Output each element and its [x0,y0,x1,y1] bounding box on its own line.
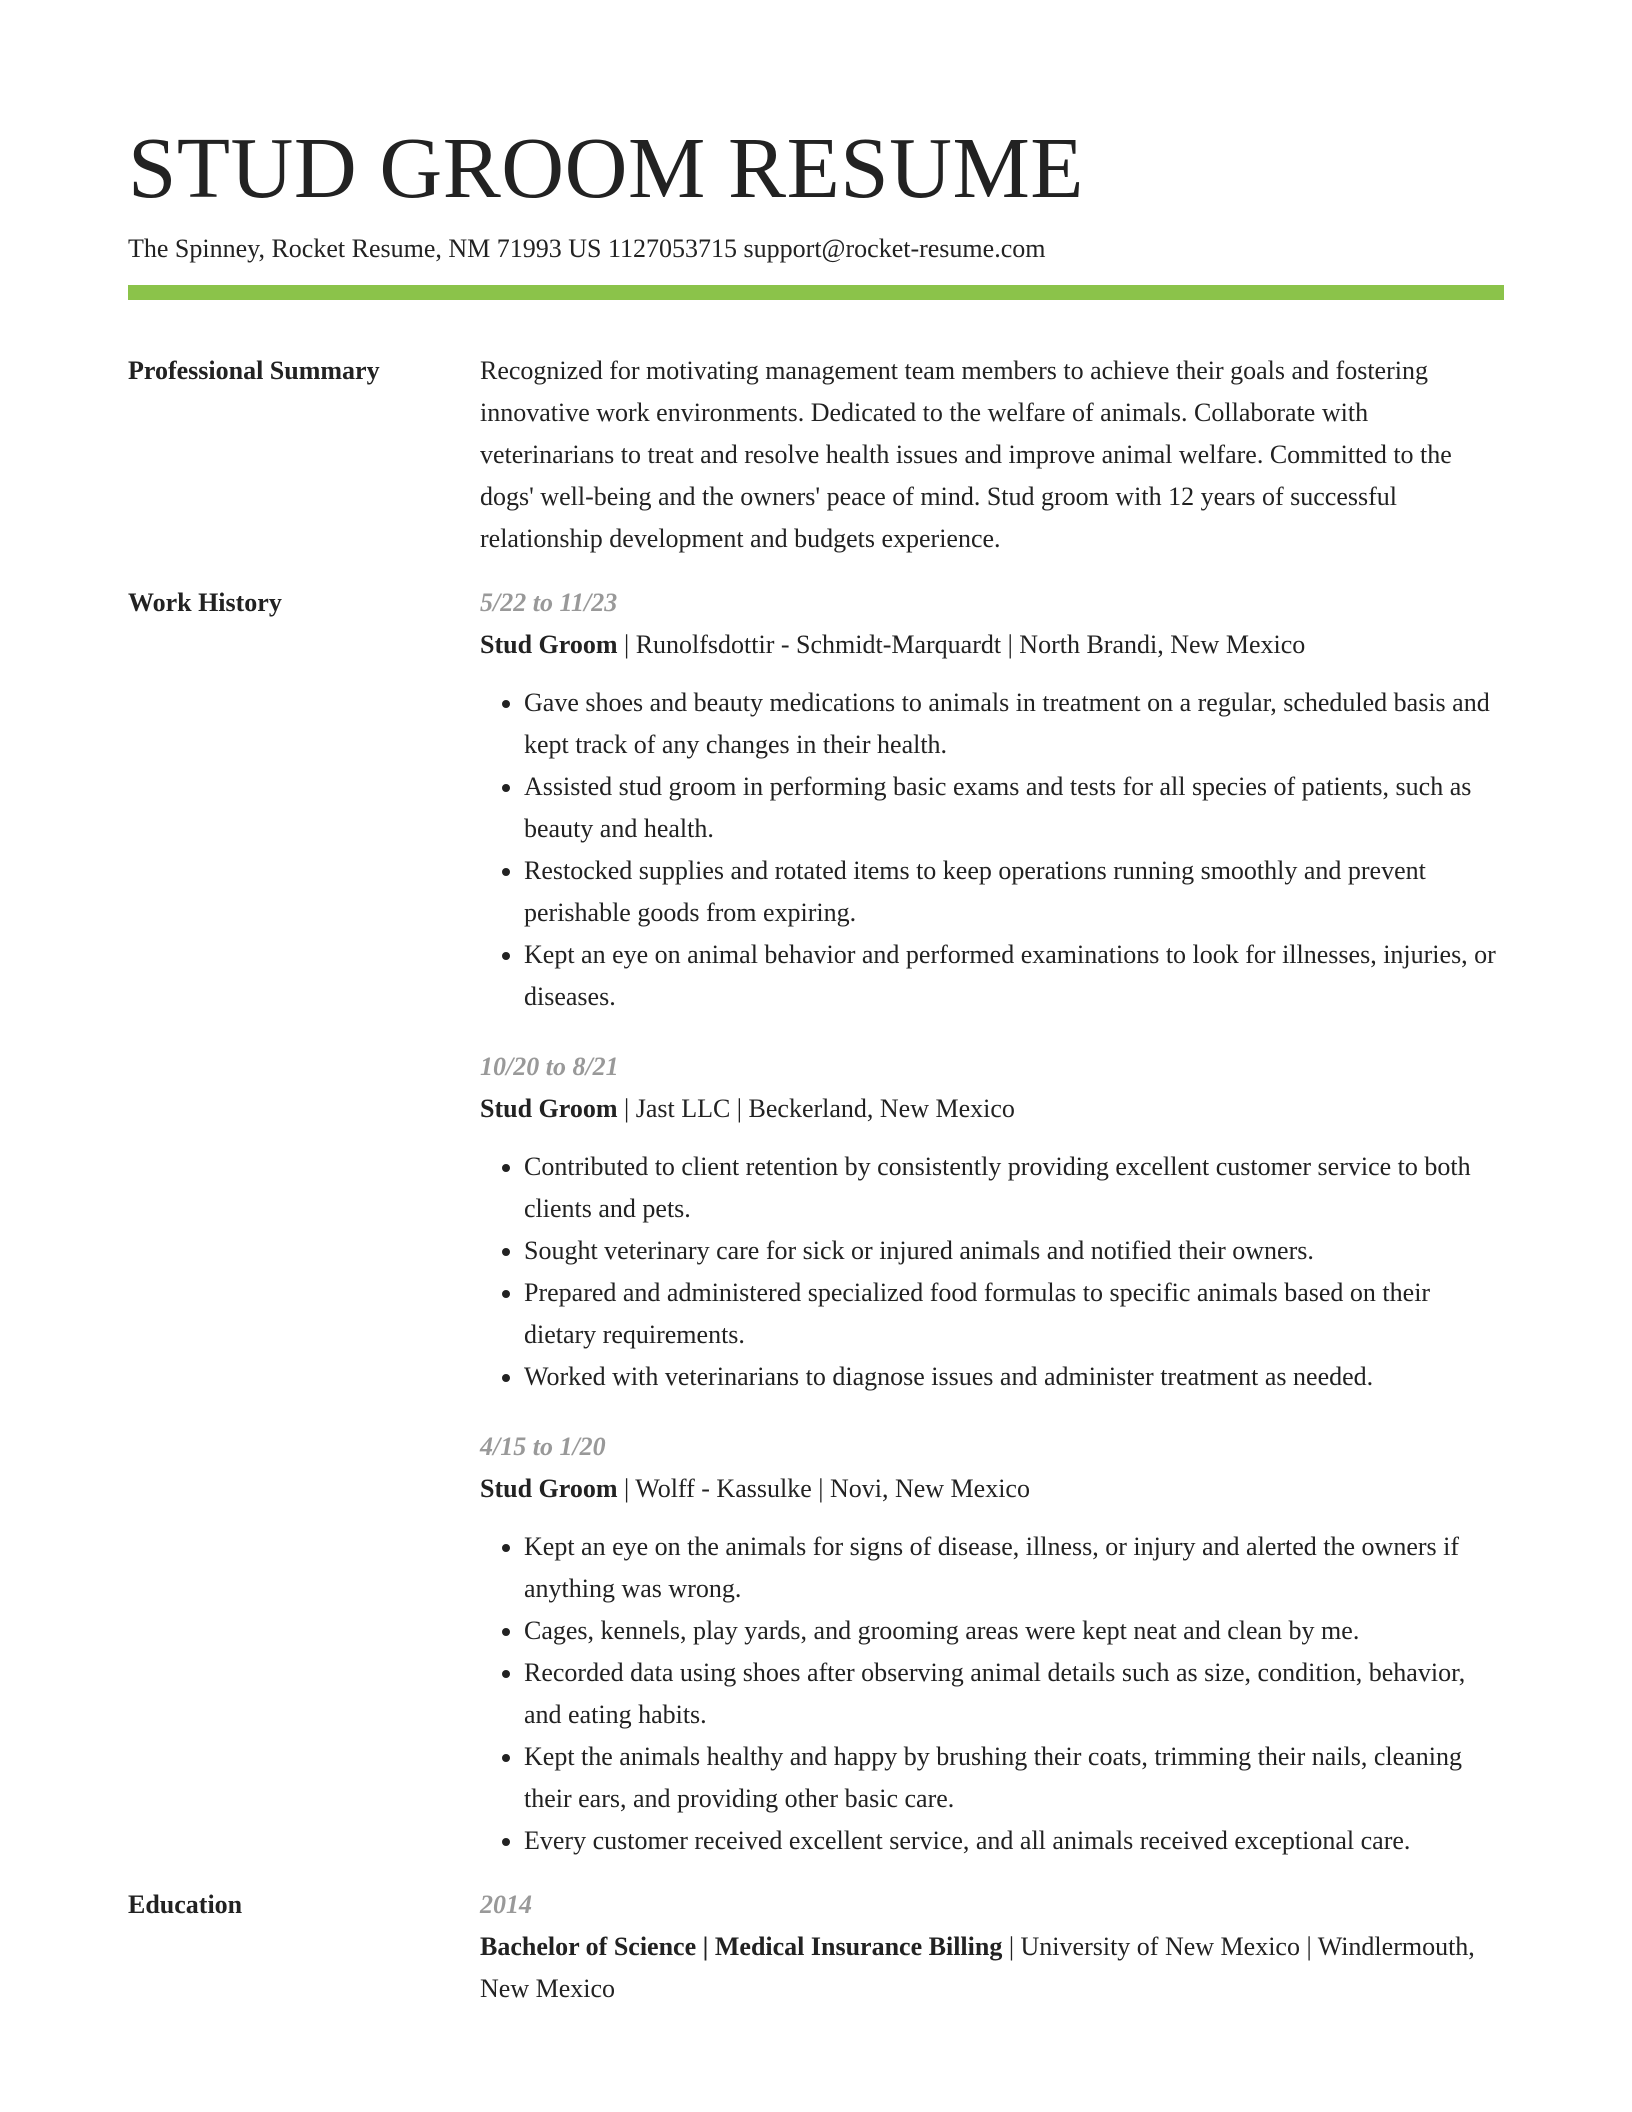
resume-sections [128,350,1504,2032]
contact-phone: 1127053715 [608,234,738,263]
work-history-section [128,582,1504,1862]
job-header [480,1088,1504,1130]
job-bullets [480,682,1504,1018]
contact-email[interactable]: support@rocket-resume.com [743,234,1046,263]
summary-section [128,350,1504,560]
job-dates: 4/15 to 1/20 [480,1432,606,1461]
education-body [480,1884,1504,2010]
job-bullet: • Assisted stud groom in performing basic exams and tests for all species of patients, such as beauty and health. [524,766,1504,850]
job-bullet: • Kept the animals healthy and happy by brushing their coats, trimming their nails, cleaning their ears, and providing other basic care. [524,1736,1504,1820]
job-header [480,1468,1504,1510]
job-dates: 5/22 to 11/23 [480,588,618,617]
work-history-body [480,582,1504,1862]
job-bullet: • Recorded data using shoes after observing animal details such as size, condition, behavior, and eating habits. [524,1652,1504,1736]
job-title: Stud Groom [480,630,618,659]
job-bullet: • Prepared and administered specialized food formulas to specific animals based on their dietary requirements. [524,1272,1504,1356]
job-bullet: • Cages, kennels, play yards, and grooming areas were kept neat and clean by me. [524,1610,1504,1652]
education-details: | University of New Mexico | Windlermouth, New Mexico [480,1932,1475,2003]
work-history-heading: Work History [128,588,282,617]
job-bullet: • Contributed to client retention by consistently providing excellent customer service to both clients and pets. [524,1146,1504,1230]
education-degree: Bachelor of Science | Medical Insurance Billing [480,1932,1003,1961]
job-details: | Wolff - Kassulke | Novi, New Mexico [617,1474,1030,1503]
education-heading: Education [128,1890,243,1919]
job-bullet: • Kept an eye on animal behavior and performed examinations to look for illnesses, injuries, or diseases. [524,934,1504,1018]
job-bullets [480,1526,1504,1862]
job-dates: 10/20 to 8/21 [480,1052,619,1081]
job-entry [480,1046,1504,1398]
job-entry [480,1426,1504,1862]
job-details: | Runolfsdottir - Schmidt-Marquardt | North Brandi, New Mexico [617,630,1306,659]
summary-heading: Professional Summary [128,356,380,385]
contact-address: The Spinney, Rocket Resume, NM 71993 US [128,234,602,263]
job-title: Stud Groom [480,1474,618,1503]
header-divider [128,285,1504,300]
summary-body [480,350,1504,560]
education-year: 2014 [480,1890,532,1919]
job-bullets [480,1146,1504,1398]
job-header [480,624,1504,666]
education-line [480,1926,1504,2010]
job-bullet: • Kept an eye on the animals for signs of disease, illness, or injury and alerted the owners if anything was wrong. [524,1526,1504,1610]
job-bullet: • Restocked supplies and rotated items to keep operations running smoothly and prevent perishable goods from expiring. [524,850,1504,934]
contact-line [128,231,1045,267]
resume-title: STUD GROOM RESUME [128,119,1084,216]
summary-text: Recognized for motivating management team members to achieve their goals and fostering innovative work environments. Dedicated to the welfare of animals. Collaborate with veterinarians to treat and resolve health issues and improve animal welfare. Committed to the dogs' well-being and the owners' peace of mind. Stud groom with 12 years of successful relationship development and budgets experience. [480,356,1452,553]
job-entry [480,582,1504,1018]
job-bullet: • Sought veterinary care for sick or injured animals and notified their owners. [524,1230,1504,1272]
job-bullet: • Gave shoes and beauty medications to animals in treatment on a regular, scheduled basis and kept track of any changes in their health. [524,682,1504,766]
job-bullet: • Worked with veterinarians to diagnose issues and administer treatment as needed. [524,1356,1504,1398]
job-details: | Jast LLC | Beckerland, New Mexico [617,1094,1015,1123]
job-bullet: • Every customer received excellent service, and all animals received exceptional care. [524,1820,1504,1862]
education-section [128,1884,1504,2010]
job-title: Stud Groom [480,1094,618,1123]
